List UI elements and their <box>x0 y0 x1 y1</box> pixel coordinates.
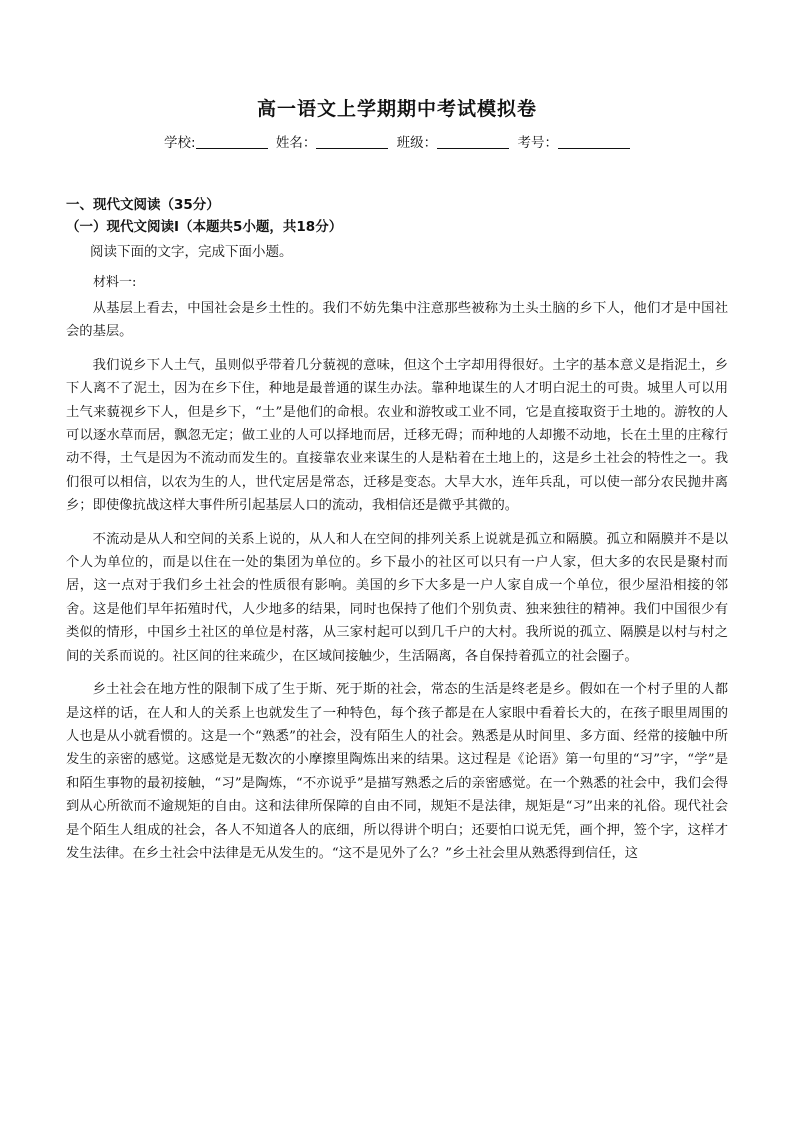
reading-instruction: 阅读下面的文字，完成下面小题。 <box>90 244 293 260</box>
student-info-line <box>0 131 794 151</box>
name-blank[interactable] <box>316 134 388 149</box>
reading-passage <box>66 297 728 875</box>
passage-paragraph: 我们说乡下人土气，虽则似乎带着几分藐视的意味，但这个土字却用得很好。土字的基本意义是指泥土，乡下人离不了泥土，因为在乡下住，种地是最普通的谋生办法。靠种地谋生的人才明白泥土的可贵。城里人可以用土气来藐视乡下人，但是乡下，“土”是他们的命根。农业和游牧或工业不同，它是直接取资于土地的。游牧的人可以逐水草而居，飘忽无定；做工业的人可以择地而居，迁移无碍；而种地的人却搬不动地，长在土里的庄稼行动不得，土气是因为不流动而发生的。直接靠农业来谋生的人是粘着在土地上的，这是乡土社会的特性之一。我们很可以相信，以农为生的人，世代定居是常态，迁移是变态。大旱大水，连年兵乱，可以使一部分农民抛井离乡；即使像抗战这样大事件所引起基层人口的流动，我相信还是微乎其微的。 <box>66 357 728 514</box>
name-label: 姓名： <box>275 135 317 151</box>
school-label: 学校: <box>164 135 196 151</box>
section-heading: 一、现代文阅读（35分） <box>66 197 220 213</box>
school-blank[interactable] <box>196 134 268 149</box>
exam-no-blank[interactable] <box>558 134 630 149</box>
passage-paragraph: 乡土社会在地方性的限制下成了生于斯、死于斯的社会，常态的生活是终老是乡。假如在一个村子里的人都是这样的话，在人和人的关系上也就发生了一种特色，每个孩子都是在人家眼中看着长大的，在孩子眼里周围的人也是从小就看惯的。这是一个“熟悉”的社会，没有陌生人的社会。熟悉是从时间里、多方面、经常的接触中所发生的亲密的感觉。这感觉是无数次的小摩擦里陶炼出来的结果。这过程是《论语》第一句里的“习”字，“学”是和陌生事物的最初接触，“习”是陶炼，“不亦说乎”是描写熟悉之后的亲密感觉。在一个熟悉的社会中，我们会得到从心所欲而不逾规矩的自由。这和法律所保障的自由不同，规矩不是法律，规矩是“习”出来的礼俗。现代社会是个陌生人组成的社会，各人不知道各人的底细，所以得讲个明白；还要怕口说无凭，画个押，签个字，这样才发生法律。在乡土社会中法律是无从发生的。“这不是见外了么？”乡土社会里从熟悉得到信任，这 <box>66 682 728 861</box>
material-label: 材料一: <box>93 275 137 290</box>
passage-paragraph: 从基层上看去，中国社会是乡土性的。我们不妨先集中注意那些被称为土头土脑的乡下人，他们才是中国社会的基层。 <box>66 301 728 340</box>
class-blank[interactable] <box>437 134 509 149</box>
exam-title: 高一语文上学期期中考试模拟卷 <box>256 98 537 120</box>
subsection-heading: （一）现代文阅读Ⅰ（本题共5小题，共18分） <box>66 219 343 235</box>
passage-paragraph: 不流动是从人和空间的关系上说的，从人和人在空间的排列关系上说就是孤立和隔膜。孤立和隔膜并不是以个人为单位的，而是以住在一处的集团为单位的。乡下最小的社区可以只有一户人家，但大多的农民是聚村而居，这一点对于我们乡土社会的性质很有影响。美国的乡下大多是一户人家自成一个单位，很少屋沿相接的邻舍。这是他们早年拓殖时代，人少地多的结果，同时也保持了他们个别负责、独来独往的精神。我们中国很少有类似的情形，中国乡土社区的单位是村落，从三家村起可以到几千户的大村。我所说的孤立、隔膜是以村与村之间的关系而说的。社区间的往来疏少，在区域间接触少，生活隔离，各自保持着孤立的社会圈子。 <box>66 531 728 664</box>
exam-no-label: 考号： <box>517 135 558 151</box>
class-label: 班级： <box>396 135 438 151</box>
